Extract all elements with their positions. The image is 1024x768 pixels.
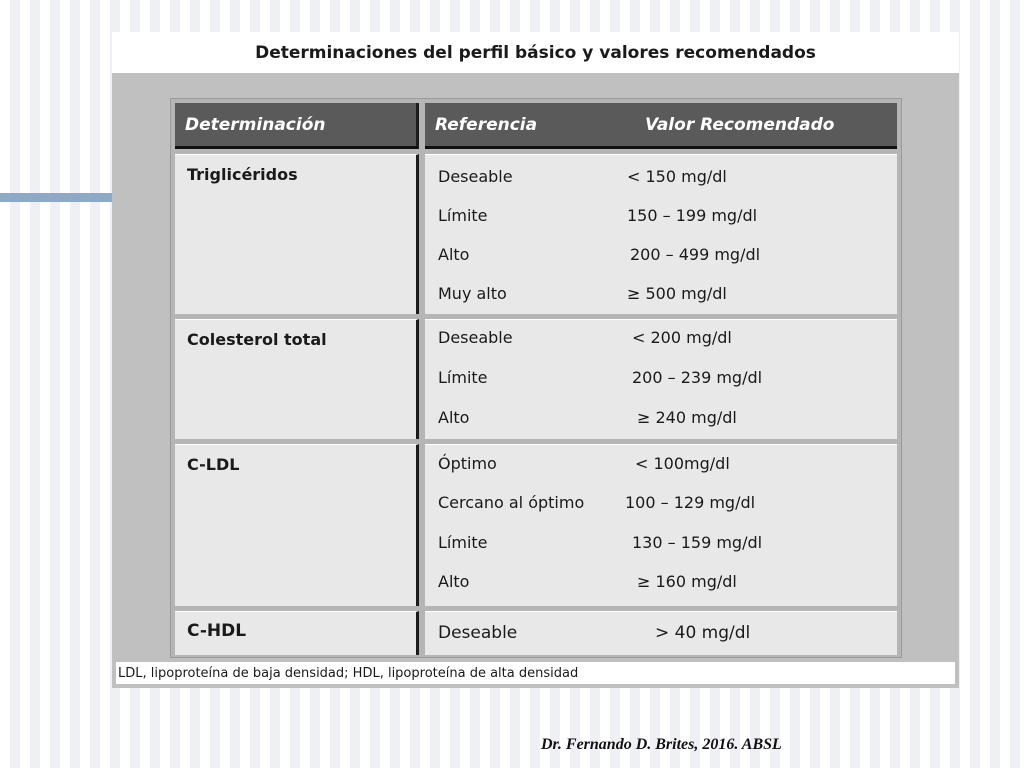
- list-item: [425, 242, 897, 266]
- group-values-colesterol-total: [425, 319, 897, 439]
- accent-bar: [0, 193, 112, 202]
- group-label: Triglicéridos: [187, 165, 298, 184]
- group-name-colesterol-total: [175, 319, 419, 439]
- reference-label: Muy alto: [438, 283, 507, 303]
- reference-label: Deseable: [438, 166, 513, 186]
- header-referencia: [425, 103, 897, 149]
- table-image: [112, 32, 959, 688]
- reference-value: 150 – 199 mg/dl: [627, 205, 758, 225]
- reference-label: Cercano al óptimo: [438, 492, 585, 512]
- list-item: [425, 325, 897, 349]
- header-determinacion: [175, 103, 419, 149]
- group-label: C-LDL: [187, 455, 240, 474]
- list-item: [425, 281, 897, 305]
- reference-label: Deseable: [438, 623, 518, 643]
- author-credit: Dr. Fernando D. Brites, 2016. ABSL: [541, 736, 782, 753]
- list-item: [425, 621, 897, 645]
- reference-label: Deseable: [438, 327, 513, 347]
- group-values-trigliceridos: [425, 154, 897, 314]
- reference-value: < 150 mg/dl: [627, 166, 727, 186]
- footnote: LDL, lipoproteína de baja densidad; HDL, lipoproteína de alta densidad: [116, 662, 955, 684]
- header-referencia-label: Referencia: [435, 114, 538, 135]
- reference-label: Límite: [438, 367, 488, 387]
- reference-label: Alto: [438, 407, 470, 427]
- reference-value: > 40 mg/dl: [655, 623, 751, 643]
- group-name-c-hdl: [175, 611, 419, 655]
- reference-value: 100 – 129 mg/dl: [625, 492, 756, 512]
- reference-label: Límite: [438, 532, 488, 552]
- group-name-trigliceridos: [175, 154, 419, 314]
- group-label: C-HDL: [187, 621, 247, 641]
- reference-value: 200 – 499 mg/dl: [630, 244, 761, 264]
- lipid-table: [170, 98, 902, 658]
- reference-label: Óptimo: [438, 453, 497, 473]
- reference-value: 200 – 239 mg/dl: [632, 367, 763, 387]
- reference-value: ≥ 240 mg/dl: [637, 407, 737, 427]
- group-label: Colesterol total: [187, 330, 327, 349]
- header-valor-label: Valor Recomendado: [645, 114, 835, 135]
- header-determinacion-label: Determinación: [185, 114, 326, 135]
- list-item: [425, 451, 897, 475]
- list-item: [425, 530, 897, 554]
- list-item: [425, 365, 897, 389]
- list-item: [425, 569, 897, 593]
- reference-value: ≥ 160 mg/dl: [637, 571, 737, 591]
- list-item: [425, 164, 897, 188]
- reference-label: Alto: [438, 244, 470, 264]
- reference-value: 130 – 159 mg/dl: [632, 532, 763, 552]
- reference-label: Límite: [438, 205, 488, 225]
- list-item: [425, 405, 897, 429]
- list-item: [425, 490, 897, 514]
- reference-value: < 200 mg/dl: [632, 327, 732, 347]
- group-values-c-ldl: [425, 444, 897, 606]
- group-values-c-hdl: [425, 611, 897, 655]
- reference-value: < 100mg/dl: [635, 453, 730, 473]
- reference-label: Alto: [438, 571, 470, 591]
- image-title: Determinaciones del perfil básico y valores recomendados: [112, 32, 959, 73]
- group-name-c-ldl: [175, 444, 419, 606]
- reference-value: ≥ 500 mg/dl: [627, 283, 727, 303]
- list-item: [425, 203, 897, 227]
